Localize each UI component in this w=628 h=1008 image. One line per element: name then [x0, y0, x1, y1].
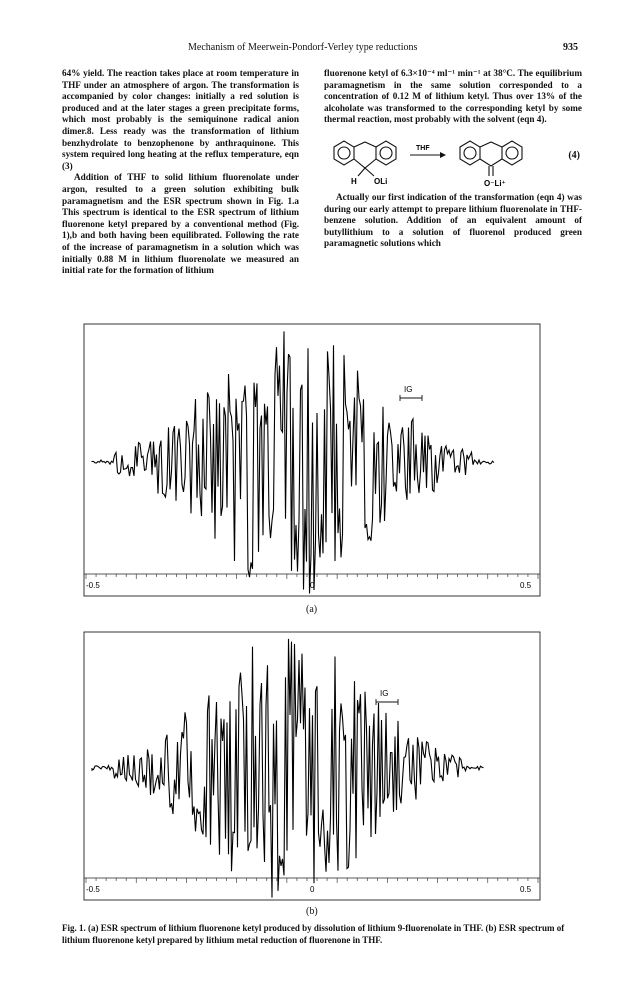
left-paragraph-1: 64% yield. The reaction takes place at room temperature in THF under an atmosphere of argon. The transformation is accompanied by color changes: initially a red solution is produced and at the later stages a green precipitate forms, which most probably is the semiquinone radical anion dimer.8. Less ready was the transformation of lithium benzhydrolate to benzophenone by anthraquinone. This system required long heating at the reflux temperature, eqn (3): [62, 68, 299, 171]
tick-label-right: 0.5: [520, 581, 532, 590]
h-substituent: H: [351, 176, 357, 186]
esr-spectrum-figure-b: [82, 630, 544, 902]
esr-spectrum-plot-a: [82, 322, 544, 598]
lithium-fluorenolate-structure: [334, 141, 396, 176]
axis-ticks: [86, 878, 538, 883]
reagent-label: THF: [416, 144, 430, 152]
tick-label-right: 0.5: [520, 885, 532, 894]
running-title: Mechanism of Meerwein-Pondorf-Verley type reductions: [188, 42, 418, 53]
right-column: [324, 68, 582, 250]
tick-label-center: 0: [310, 885, 315, 894]
reaction-scheme-eqn4: [324, 132, 582, 190]
right-paragraph-1: fluorenone ketyl of 6.3×10⁻⁴ ml⁻¹ min⁻¹ at 38°C. The equilibrium paramagnetism in the same solution corresponded to a concentration of 0.12 M of lithium ketyl. Thus over 13% of the alcoholate was transformed to the corresponding ketyl by some thermal reaction, most probably with the solvent (eqn 4).: [324, 68, 582, 125]
tick-label-center: 0: [310, 581, 315, 590]
caption-text: Fig. 1. (a) ESR spectrum of lithium fluorenone ketyl produced by dissolution of lithium 9-fluorenolate in THF. (b) ESR spectrum of lithium fluorenone ketyl prepared by lithium metal reduction of fluorenone in THF.: [62, 923, 565, 945]
esr-trace: [92, 639, 484, 898]
ketyl-substituent: O⁻Li⁺: [484, 178, 506, 188]
oli-substituent: OLi: [374, 176, 388, 186]
equation-number: (4): [568, 149, 580, 161]
page-number: 935: [563, 42, 578, 53]
panel-label-b: (b): [306, 906, 318, 917]
scale-bar-label: IG: [404, 385, 413, 394]
figure-caption: [62, 922, 582, 946]
page-header: [68, 42, 578, 56]
fluorenol-to-ketyl-scheme: [324, 132, 556, 190]
esr-spectrum-plot-b: [82, 630, 544, 902]
lithium-ketyl-structure: [460, 141, 522, 176]
arrow-head-icon: [440, 152, 446, 158]
left-paragraph-2: Addition of THF to solid lithium fluorenolate under argon, resulted to a green solution exhibiting bulk paramagnetism and the ESR spectrum shown in Fig. 1.a This spectrum is identical to the ESR spectrum of lithium fluorenone ketyl prepared by a conventional method (Fig. 1),b and both having been equilibrated. Following the rate of the increase of paramagnetism in a solution which was initially 0.88 M in lithium fluorenolate we measured an initial rate for the formation of lithium: [62, 172, 299, 276]
tick-label-left: -0.5: [86, 581, 100, 590]
axis-ticks: [86, 574, 538, 579]
esr-spectrum-figure-a: [82, 322, 544, 598]
right-paragraph-2: Actually our first indication of the transformation (eqn 4) was during our early attempt to prepare lithium fluorenolate in THF-benzene solution. Addition of an equivalent amount of butyllithium to a solution of fluorenol produced green paramagnetic solutions which: [324, 191, 582, 249]
tick-label-left: -0.5: [86, 885, 100, 894]
esr-trace: [92, 331, 494, 593]
scale-bar-label: IG: [380, 689, 389, 698]
panel-label-a: (a): [306, 604, 318, 615]
left-column: [62, 68, 299, 277]
